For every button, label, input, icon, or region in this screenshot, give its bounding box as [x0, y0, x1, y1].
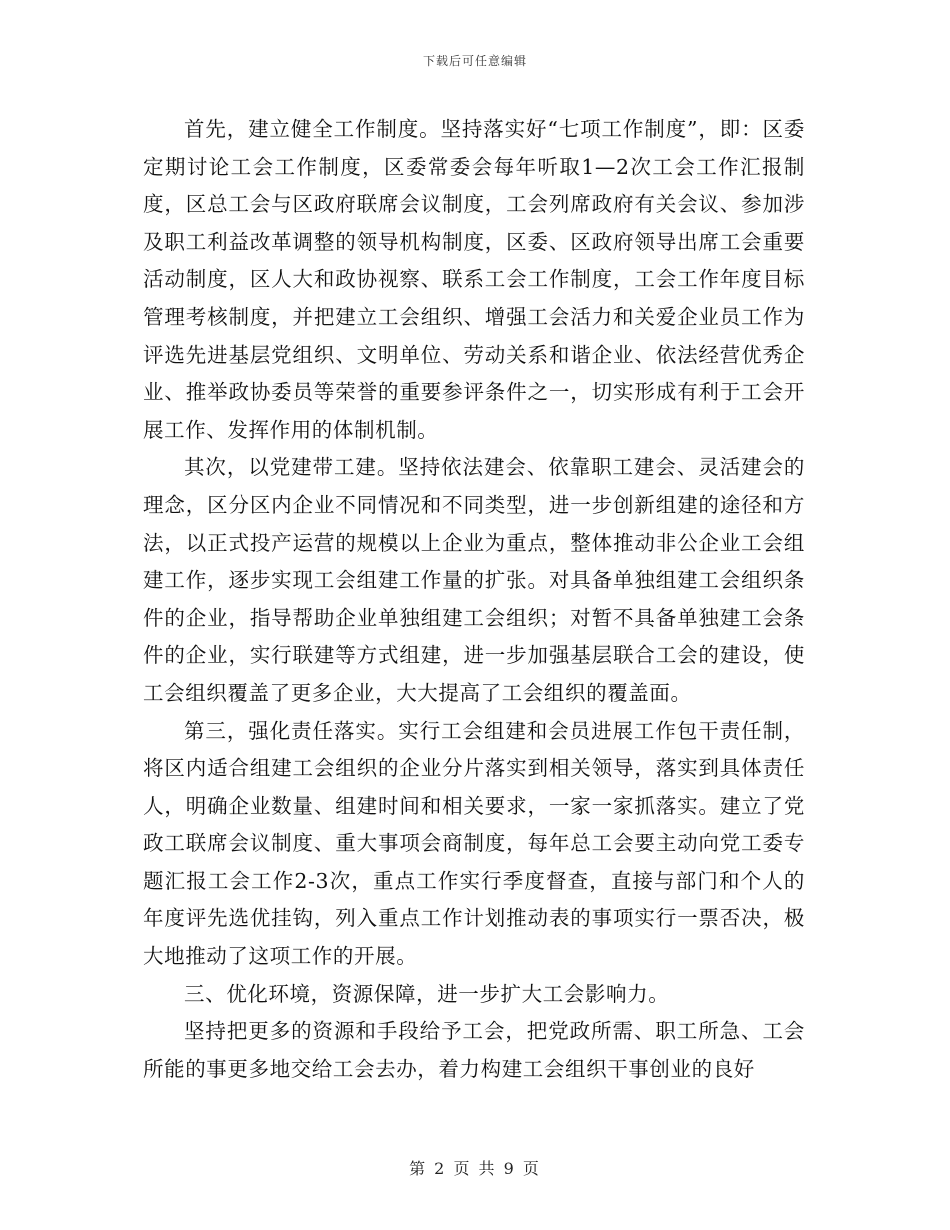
- page-number: 第 2 页 共 9 页: [409, 1159, 541, 1178]
- document-body: [143, 111, 805, 1088]
- paragraph-party-building: 其次，以党建带工建。坚持依法建会、依靠职工建会、灵活建会的理念，区分区内企业不同情况和不同类型，进一步创新组建的途径和方法，以正式投产运营的规模以上企业为重点，整体推动非公企业工会组建工作，逐步实现工会组建工作量的扩张。对具备单独组建工会组织条件的企业，指导帮助企业单独组建工会组织；对暂不具备单独建工会条件的企业，实行联建等方式组建，进一步加强基层联合工会的建设，使工会组织覆盖了更多企业，大大提高了工会组织的覆盖面。: [143, 455, 805, 705]
- paragraph-work-system: 首先，建立健全工作制度。坚持落实好“七项工作制度”，即：区委定期讨论工会工作制度，区委常委会每年听取1—2次工会工作汇报制度，区总工会与区政府联席会议制度，工会列席政府有关会议、参加涉及职工利益改革调整的领导机构制度，区委、区政府领导出席工会重要活动制度，区人大和政协视察、联系工会工作制度，工会工作年度目标管理考核制度，并把建立工会组织、增强工会活力和关爱企业员工作为评选先进基层党组织、文明单位、劳动关系和谐企业、依法经营优秀企业、推举政协委员等荣誉的重要参评条件之一，切实形成有利于工会开展工作、发挥作用的体制机制。: [143, 117, 805, 442]
- paragraph-responsibility: 第三，强化责任落实。实行工会组建和会员进展工作包干责任制，将区内适合组建工会组织的企业分片落实到相关领导，落实到具体责任人，明确企业数量、组建时间和相关要求，一家一家抓落实。建立了党政工联席会议制度、重大事项会商制度，每年总工会要主动向党工委专题汇报工会工作2-3次，重点工作实行季度督查，直接与部门和个人的年度评先选优挂钩，列入重点工作计划推动表的事项实行一票否决，极大地推动了这项工作的开展。: [143, 718, 805, 969]
- page-header: 下载后可任意编辑: [422, 54, 527, 68]
- paragraph-resources: 坚持把更多的资源和手段给予工会，把党政所需、职工所急、工会所能的事更多地交给工会去办，着力构建工会组织干事创业的良好: [143, 1019, 805, 1081]
- section-heading: 三、优化环境，资源保障，进一步扩大工会影响力。: [184, 981, 670, 1006]
